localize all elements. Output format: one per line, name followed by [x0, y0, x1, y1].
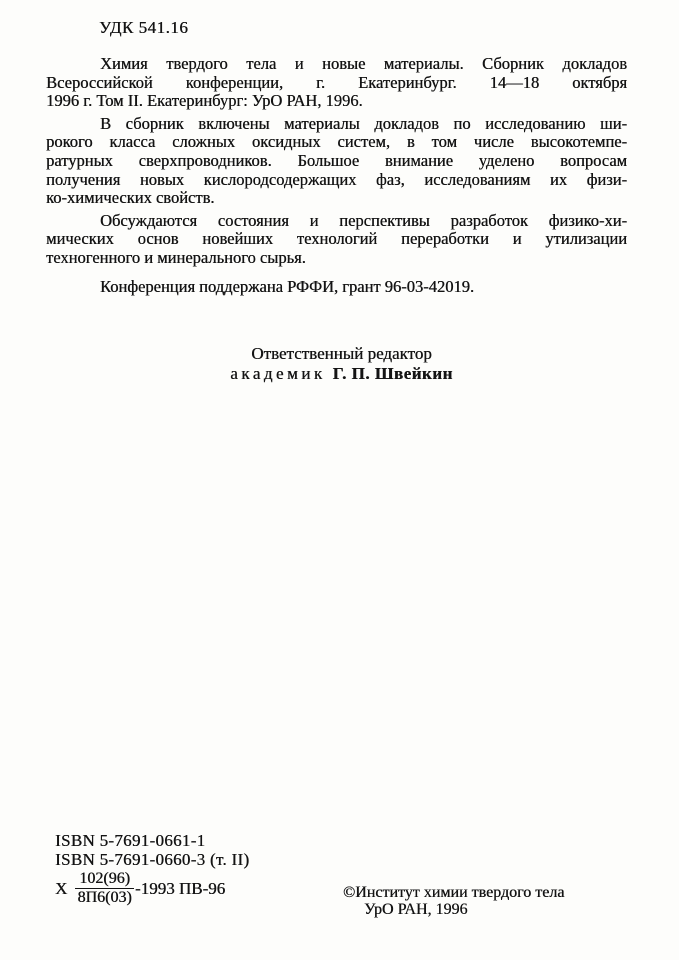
abstract-paragraph-2: [46, 212, 627, 268]
abstract-line: рокого класса сложных оксидных систем, в том числе высокотемпе-: [46, 132, 627, 152]
abstract-line: Обсуждаются состояния и перспективы разработок физико-хи-: [100, 210, 627, 230]
abstract-line: ко-химических свойств.: [46, 188, 215, 208]
abstract-line: получения новых кислородсодержащих фаз, исследованиям их физи-: [46, 169, 627, 189]
editor-rank: академик: [230, 363, 326, 383]
copyright-notice: [343, 884, 564, 918]
responsible-editor-block: [0, 344, 679, 383]
editor-role: Ответственный редактор: [251, 344, 432, 363]
catalog-fraction-denominator: 8П6(03): [77, 889, 132, 906]
copyright-line-1: ©Институт химии твердого тела: [343, 884, 565, 901]
isbn-line-1: ISBN 5-7691-0661-1: [55, 831, 206, 850]
abstract-line: ратурных сверхпроводников. Большое внимание уделено вопросам: [46, 150, 627, 170]
abstract-line: мических основ новейших технологий переработки и утилизации: [46, 229, 627, 249]
catalog-fraction: [75, 871, 134, 906]
catalog-index-code: [55, 871, 225, 906]
udc-number: УДК 541.16: [99, 18, 189, 37]
abstract-line: техногенного и минерального сырья.: [46, 247, 306, 267]
copyright-line-2: УрО РАН, 1996: [364, 901, 468, 918]
isbn-line-2: ISBN 5-7691-0660-3 (т. II): [55, 849, 250, 869]
catalog-suffix: -1993 ПВ-96: [134, 878, 226, 898]
catalog-fraction-numerator: 102(96): [75, 871, 134, 889]
isbn-block: [55, 832, 249, 869]
bibliography-line: 1996 г. Том II. Екатеринбург: УрО РАН, 1996.: [46, 91, 363, 111]
grant-note-line: Конференция поддержана РФФИ, грант 96-03-42019.: [100, 276, 475, 296]
bibliographic-description: [46, 55, 627, 111]
bibliography-line: Химия твердого тела и новые материалы. Сборник докладов: [100, 54, 627, 73]
annotation-block: [46, 55, 627, 296]
abstract-paragraph-1: [46, 115, 627, 208]
bibliography-line: Всероссийской конференции, г. Екатеринбург. 14—18 октября: [46, 72, 627, 92]
grant-note: [46, 278, 627, 297]
catalog-letter: Х: [55, 878, 68, 898]
editor-name-line: [0, 364, 679, 384]
editor-name: Г. П. Швейкин: [332, 363, 453, 383]
abstract-line: В сборник включены материалы докладов по исследованию ши-: [100, 113, 627, 133]
